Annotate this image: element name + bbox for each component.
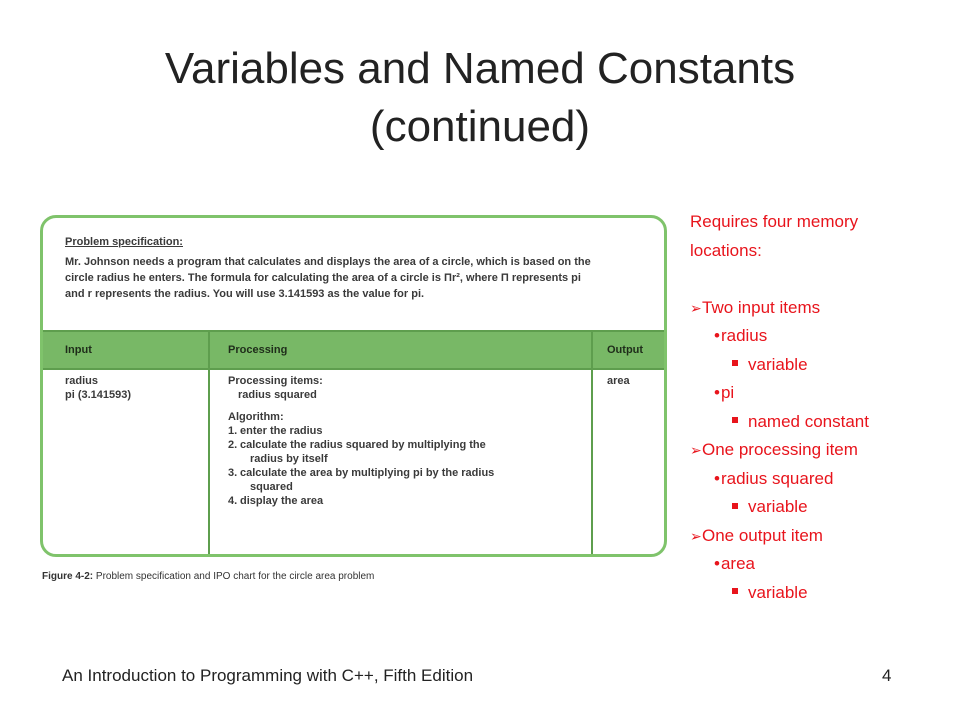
memory-locations-notes — [690, 208, 950, 607]
notes-item-level-2 — [690, 379, 950, 408]
notes-item-level-3 — [690, 579, 950, 608]
notes-item-text: variable — [748, 497, 808, 516]
dot-bullet-icon: • — [714, 468, 720, 488]
notes-item-level-2 — [690, 465, 950, 494]
notes-item-text: variable — [748, 582, 808, 602]
caption-label: Figure 4-2: — [42, 571, 94, 582]
notes-item-text: area — [720, 554, 755, 573]
algorithm-label: Algorithm: — [228, 411, 284, 423]
notes-item-text: radius — [720, 326, 768, 345]
algorithm-step — [228, 466, 591, 494]
step-text: calculate the radius squared by multiplying the — [240, 439, 486, 451]
step-text: display the area — [240, 495, 324, 507]
arrow-bullet-icon: ➢ — [690, 527, 702, 544]
square-bullet-icon — [732, 360, 738, 366]
processing-column-header: Processing — [208, 332, 593, 368]
arrow-bullet-icon: ➢ — [690, 442, 702, 458]
square-bullet-icon — [732, 417, 738, 423]
notes-item-text: One output item — [702, 525, 823, 545]
slide-number: 4 — [882, 666, 892, 685]
input-cell — [43, 368, 208, 554]
dot-bullet-icon: • — [714, 554, 720, 573]
dot-bullet-icon: • — [714, 326, 720, 345]
notes-item-level-3 — [690, 351, 950, 380]
algorithm-step — [228, 494, 591, 508]
ipo-chart — [43, 330, 664, 554]
dot-bullet-icon: • — [714, 383, 720, 402]
notes-item-text: variable — [748, 354, 808, 374]
slide-title-line1: Variables and Named Constants — [164, 44, 796, 93]
output-item: area — [607, 375, 630, 387]
footer-book-title: An Introduction to Programming with C++, Fifth Edition — [62, 666, 474, 685]
notes-item-level-3 — [690, 408, 950, 437]
notes-intro: Requires four memory — [690, 212, 859, 231]
notes-item-level-3 — [690, 493, 950, 522]
step-number: 3. — [228, 467, 238, 479]
step-number: 2. — [228, 439, 238, 451]
notes-list — [690, 294, 950, 608]
spec-line: and r represents the radius. You will use 3.141593 as the value for pi. — [65, 288, 425, 300]
notes-item-level-1 — [690, 522, 950, 551]
ipo-figure — [40, 215, 667, 557]
figure-caption — [42, 571, 374, 582]
spec-heading: Problem specification: — [65, 236, 183, 248]
processing-items-label: Processing items: — [228, 375, 323, 387]
step-number: 4. — [228, 495, 238, 507]
spec-line: Mr. Johnson needs a program that calculates and displays the area of a circle, which is based on the — [65, 256, 591, 268]
notes-item-level-1 — [690, 294, 950, 323]
notes-item-text: Two input items — [702, 297, 821, 317]
ipo-body-row — [43, 368, 664, 554]
step-number: 1. — [228, 425, 238, 437]
processing-cell — [208, 368, 593, 554]
problem-specification — [43, 218, 664, 330]
algorithm-step — [228, 424, 591, 438]
step-text-continued: radius by itself — [250, 453, 328, 465]
algorithm-step — [228, 438, 591, 466]
input-item: radius — [65, 375, 99, 387]
step-text-continued: squared — [250, 481, 293, 493]
slide-title — [60, 40, 900, 156]
notes-item-text: pi — [720, 383, 735, 402]
notes-item-level-2 — [690, 322, 950, 351]
notes-item-text: radius squared — [720, 468, 834, 488]
caption-text: Problem specification and IPO chart for the circle area problem — [93, 571, 375, 582]
input-item: pi (3.141593) — [65, 389, 132, 401]
square-bullet-icon — [732, 588, 738, 594]
step-text: calculate the area by multiplying pi by the radius — [240, 467, 495, 479]
output-cell — [593, 368, 664, 554]
ipo-header-row — [43, 330, 664, 370]
output-column-header: Output — [607, 344, 644, 356]
notes-intro: locations: — [690, 240, 762, 260]
notes-item-level-2 — [690, 550, 950, 579]
spec-line: circle radius he enters. The formula for calculating the area of a circle is Πr², where Π represents pi — [65, 272, 581, 284]
blank-line — [690, 265, 950, 294]
slide-title-line2: (continued) — [369, 102, 591, 151]
arrow-bullet-icon: ➢ — [690, 299, 702, 316]
input-column-header: Input — [65, 344, 92, 356]
square-bullet-icon — [732, 503, 738, 509]
processing-item: radius squared — [238, 389, 317, 401]
step-text: enter the radius — [240, 425, 323, 437]
notes-item-text: named constant — [748, 411, 869, 431]
notes-item-text: One processing item — [702, 440, 858, 459]
notes-item-level-1 — [690, 436, 950, 465]
